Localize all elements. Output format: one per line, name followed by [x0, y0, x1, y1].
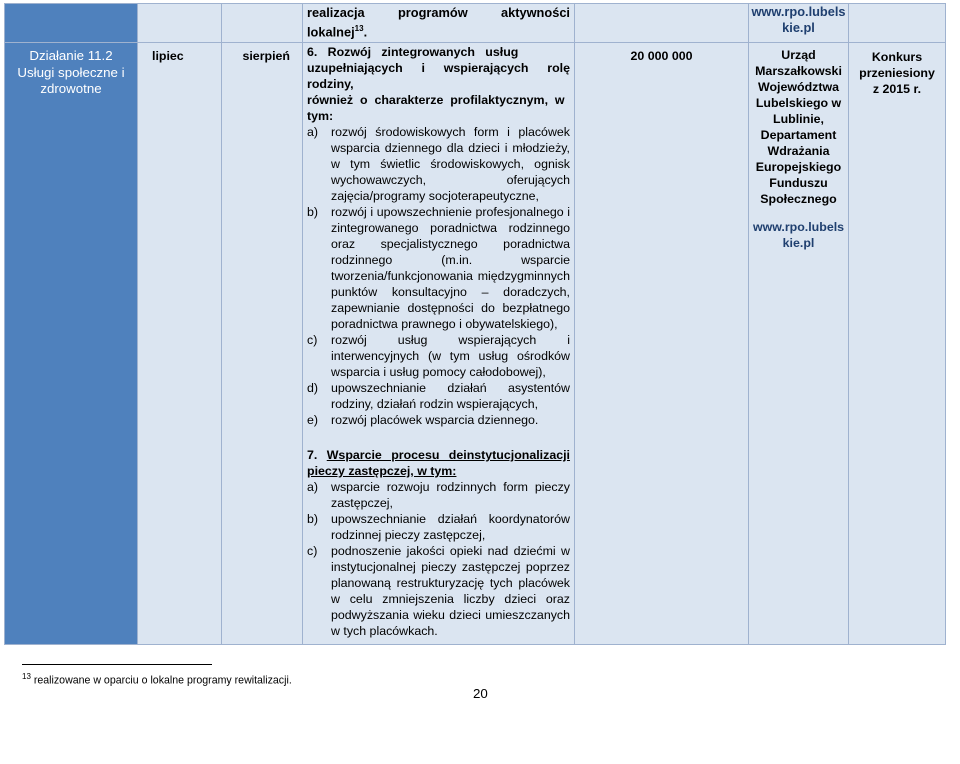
inst-line: Województwa: [758, 80, 839, 94]
point-text: rozwój usług wspierających i interwencyjnych (w tym usług ośrodków wsparcia i usług pomocy całodobowej),: [331, 333, 570, 379]
point-label: c): [307, 544, 318, 558]
item6-point-c: [307, 332, 570, 380]
point-text: rozwój placówek wsparcia dziennego.: [331, 413, 539, 427]
item6-line2: uzupełniających i wspierających rolę rodziny,: [307, 61, 570, 91]
item7-point-b: [307, 511, 570, 543]
item6-point-e: [307, 412, 570, 428]
desc-top-after: .: [363, 24, 368, 40]
item7-point-c: [307, 543, 570, 639]
footnote-number: 13: [22, 672, 31, 681]
point-text: upowszechnianie działań asystentów rodziny, działań rodzin wspierających,: [331, 381, 570, 411]
cell-action: [5, 43, 138, 645]
inst-link-top-1[interactable]: www.rpo.lubels: [751, 4, 846, 19]
item6-point-d: [307, 380, 570, 412]
item6-line1: 6. Rozwój zintegrowanych usług: [307, 45, 519, 59]
cell-to: [222, 43, 303, 645]
schedule-table: [4, 3, 946, 645]
timing-from: lipiec: [152, 49, 184, 63]
page-number: 20: [473, 686, 488, 701]
cell-to-top: [222, 4, 303, 43]
inst-line: Departament: [760, 128, 837, 142]
table-row-top: [5, 4, 946, 43]
item6-point-b: [307, 204, 570, 332]
point-text: rozwój i upowszechnienie profesjonalnego i zintegrowanego poradnictwa rodzinnego oraz specjalistycznego poradnictwa rodzinnego (m.in. wsparcie tworzenia/funkcjonowania międzygminnych punktów konsultacyjno – doradczych, zapewnianie dostępności do bezpłatnego poradnictwa prawnego i obywatelskiego),: [331, 205, 570, 331]
inst-line: Marszałkowski: [755, 64, 842, 78]
footnote-text: realizowane w oparciu o lokalne programy rewitalizacji.: [33, 674, 292, 687]
point-label: b): [307, 512, 319, 526]
cell-institution: [749, 43, 849, 645]
point-label: b): [307, 205, 319, 219]
point-text: podnoszenie jakości opieki nad dziećmi w instytucjonalnej pieczy zastępczej poprzez planowaną restrukturyzację tych placówek w celu zmniejszenia liczby dzieci oraz podwyższania wieku dzieci umieszczanych w tych placówkach.: [331, 544, 570, 638]
cell-amount-top: [575, 4, 749, 43]
item7-title: Wsparcie procesu deinstytucjonalizacji pieczy zastępczej, w tym:: [307, 448, 570, 478]
cell-action-top: [5, 4, 138, 43]
cell-amount: [575, 43, 749, 645]
item6-point-a: [307, 124, 570, 204]
inst-link-top-2[interactable]: kie.pl: [782, 20, 815, 35]
inst-link-2[interactable]: kie.pl: [782, 236, 815, 250]
point-text: upowszechnianie działań koordynatorów rodzinnej pieczy zastępczej,: [331, 512, 570, 542]
item7-heading: [307, 447, 570, 479]
footnote-ref: 13: [354, 24, 364, 33]
item6-heading: [307, 44, 570, 124]
action-line1: Działanie 11.2: [29, 48, 113, 63]
item7-point-a: [307, 479, 570, 511]
inst-link-1[interactable]: www.rpo.lubels: [752, 220, 845, 234]
inst-line: Wdrażania: [767, 144, 830, 158]
point-label: a): [307, 125, 319, 139]
point-label: a): [307, 480, 319, 494]
cell-desc: [303, 43, 575, 645]
point-text: wsparcie rozwoju rodzinnych form pieczy zastępczej,: [331, 480, 570, 510]
action-line3: zdrowotne: [40, 81, 102, 96]
item6-line4: tym:: [307, 109, 334, 123]
cell-from: [138, 43, 222, 645]
cell-competition: [849, 43, 946, 645]
item6-line3: również o charakterze profilaktycznym, w: [307, 93, 565, 107]
timing-to: sierpień: [242, 49, 290, 63]
inst-line: Lublinie,: [773, 112, 824, 126]
inst-line: Urząd: [781, 48, 816, 62]
cell-inst-top: [749, 4, 849, 43]
inst-line: Społecznego: [760, 192, 837, 206]
cell-konk-top: [849, 4, 946, 43]
point-label: c): [307, 333, 318, 347]
konk-line1: Konkurs: [871, 50, 923, 64]
konk-line2: przeniesiony: [859, 66, 935, 80]
footnote: [22, 672, 292, 687]
amount-value: 20 000 000: [630, 49, 693, 63]
konk-line3: z 2015 r.: [872, 82, 922, 96]
point-label: d): [307, 381, 319, 395]
inst-line: Europejskiego: [755, 160, 842, 174]
action-line2: Usługi społeczne i: [17, 64, 125, 80]
item7-number: 7.: [307, 448, 318, 462]
cell-from-top: [138, 4, 222, 43]
table-row-main: [5, 43, 946, 645]
desc-top-text: realizacja programów aktywności lokalnej: [307, 5, 570, 40]
footnote-divider: [22, 664, 212, 665]
point-text: rozwój środowiskowych form i placówek wsparcia dziennego dla dzieci i młodzieży, w tym świetlic środowiskowych, ognisk wychowawczych, oferujących zajęcia/programy socjoterapeutyczne,: [331, 125, 570, 203]
cell-desc-top: [303, 4, 575, 43]
inst-line: Funduszu: [769, 176, 828, 190]
inst-line: Lubelskiego w: [755, 96, 842, 110]
point-label: e): [307, 413, 319, 427]
